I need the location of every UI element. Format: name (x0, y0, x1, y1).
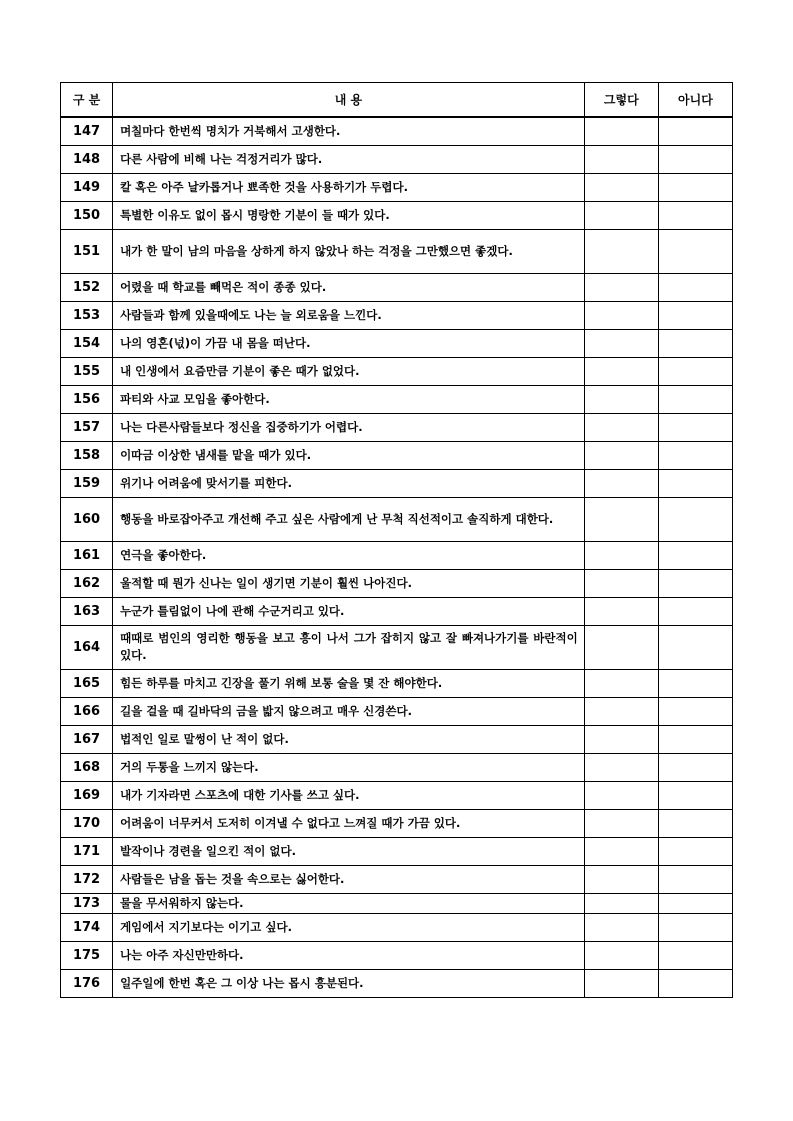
answer-no-cell[interactable] (658, 781, 732, 809)
table-row (61, 669, 733, 697)
answer-yes-cell[interactable] (584, 173, 658, 201)
table-row (61, 541, 733, 569)
question-number: 161 (61, 541, 113, 569)
answer-no-cell[interactable] (658, 469, 732, 497)
answer-no-cell[interactable] (658, 913, 732, 941)
question-text: 힘든 하루를 마치고 긴장을 풀기 위해 보통 술을 몇 잔 해야한다. (113, 669, 585, 697)
question-text: 내가 한 말이 남의 마음을 상하게 하지 않았나 하는 걱정을 그만했으면 좋겠다. (113, 229, 585, 273)
question-number: 151 (61, 229, 113, 273)
question-text: 위기나 어려움에 맞서기를 피한다. (113, 469, 585, 497)
table-row (61, 201, 733, 229)
question-text: 발작이나 경련을 일으킨 적이 없다. (113, 837, 585, 865)
question-number: 165 (61, 669, 113, 697)
question-text: 다른 사람에 비해 나는 걱정거리가 많다. (113, 145, 585, 173)
answer-no-cell[interactable] (658, 941, 732, 969)
question-text: 어려움이 너무커서 도저히 이겨낼 수 없다고 느껴질 때가 가끔 있다. (113, 809, 585, 837)
answer-no-cell[interactable] (658, 357, 732, 385)
question-number: 148 (61, 145, 113, 173)
table-row (61, 781, 733, 809)
question-text: 내가 기자라면 스포츠에 대한 기사를 쓰고 싶다. (113, 781, 585, 809)
question-number: 150 (61, 201, 113, 229)
answer-yes-cell[interactable] (584, 941, 658, 969)
table-row (61, 865, 733, 893)
question-text: 물을 무서워하지 않는다. (113, 893, 585, 913)
answer-no-cell[interactable] (658, 893, 732, 913)
question-text: 나는 아주 자신만만하다. (113, 941, 585, 969)
answer-yes-cell[interactable] (584, 569, 658, 597)
answer-no-cell[interactable] (658, 697, 732, 725)
answer-yes-cell[interactable] (584, 669, 658, 697)
question-number: 164 (61, 625, 113, 669)
question-number: 147 (61, 117, 113, 145)
answer-yes-cell[interactable] (584, 913, 658, 941)
table-row (61, 893, 733, 913)
question-number: 152 (61, 273, 113, 301)
answer-no-cell[interactable] (658, 413, 732, 441)
answer-yes-cell[interactable] (584, 697, 658, 725)
question-text: 내 인생에서 요즘만큼 기분이 좋은 때가 없었다. (113, 357, 585, 385)
header-yes: 그렇다 (584, 83, 658, 118)
answer-no-cell[interactable] (658, 441, 732, 469)
answer-no-cell[interactable] (658, 865, 732, 893)
header-no: 아니다 (658, 83, 732, 118)
answer-no-cell[interactable] (658, 837, 732, 865)
answer-no-cell[interactable] (658, 569, 732, 597)
table-body (61, 117, 733, 997)
answer-yes-cell[interactable] (584, 357, 658, 385)
question-number: 162 (61, 569, 113, 597)
header-number: 구 분 (61, 83, 113, 118)
question-number: 175 (61, 941, 113, 969)
question-number: 153 (61, 301, 113, 329)
answer-no-cell[interactable] (658, 385, 732, 413)
question-text: 이따금 이상한 냄새를 맡을 때가 있다. (113, 441, 585, 469)
question-text: 울적할 때 뭔가 신나는 일이 생기면 기분이 훨씬 나아진다. (113, 569, 585, 597)
table-row (61, 173, 733, 201)
table-row (61, 941, 733, 969)
questionnaire-table (60, 82, 733, 998)
table-row (61, 625, 733, 669)
answer-no-cell[interactable] (658, 273, 732, 301)
table-row (61, 301, 733, 329)
question-text: 일주일에 한번 혹은 그 이상 나는 몹시 흥분된다. (113, 969, 585, 997)
table-row (61, 385, 733, 413)
question-text: 파티와 사교 모임을 좋아한다. (113, 385, 585, 413)
answer-yes-cell[interactable] (584, 809, 658, 837)
answer-yes-cell[interactable] (584, 969, 658, 997)
question-number: 160 (61, 497, 113, 541)
table-row (61, 837, 733, 865)
question-number: 163 (61, 597, 113, 625)
answer-yes-cell[interactable] (584, 753, 658, 781)
question-text: 법적인 일로 말썽이 난 적이 없다. (113, 725, 585, 753)
question-number: 173 (61, 893, 113, 913)
answer-no-cell[interactable] (658, 497, 732, 541)
answer-no-cell[interactable] (658, 669, 732, 697)
question-text: 게임에서 지기보다는 이기고 싶다. (113, 913, 585, 941)
question-number: 149 (61, 173, 113, 201)
answer-yes-cell[interactable] (584, 329, 658, 357)
answer-yes-cell[interactable] (584, 301, 658, 329)
question-number: 169 (61, 781, 113, 809)
answer-no-cell[interactable] (658, 809, 732, 837)
header-content: 내 용 (113, 83, 585, 118)
answer-yes-cell[interactable] (584, 497, 658, 541)
question-text: 누군가 틀림없이 나에 관해 수군거리고 있다. (113, 597, 585, 625)
answer-yes-cell[interactable] (584, 273, 658, 301)
question-number: 176 (61, 969, 113, 997)
question-number: 171 (61, 837, 113, 865)
answer-no-cell[interactable] (658, 173, 732, 201)
answer-no-cell[interactable] (658, 229, 732, 273)
question-number: 156 (61, 385, 113, 413)
table-row (61, 725, 733, 753)
table-row (61, 441, 733, 469)
answer-yes-cell[interactable] (584, 837, 658, 865)
answer-no-cell[interactable] (658, 753, 732, 781)
question-text: 거의 두통을 느끼지 않는다. (113, 753, 585, 781)
table-row (61, 469, 733, 497)
question-text: 칼 혹은 아주 날카롭거나 뾰족한 것을 사용하기가 두렵다. (113, 173, 585, 201)
question-number: 158 (61, 441, 113, 469)
question-text: 나의 영혼(넋)이 가끔 내 몸을 떠난다. (113, 329, 585, 357)
answer-yes-cell[interactable] (584, 441, 658, 469)
table-row (61, 697, 733, 725)
answer-yes-cell[interactable] (584, 865, 658, 893)
table-row (61, 569, 733, 597)
question-text: 며칠마다 한번씩 명치가 거북해서 고생한다. (113, 117, 585, 145)
table-row (61, 145, 733, 173)
answer-yes-cell[interactable] (584, 781, 658, 809)
answer-yes-cell[interactable] (584, 117, 658, 145)
answer-yes-cell[interactable] (584, 229, 658, 273)
question-text: 연극을 좋아한다. (113, 541, 585, 569)
question-number: 172 (61, 865, 113, 893)
answer-yes-cell[interactable] (584, 385, 658, 413)
table-row (61, 809, 733, 837)
question-text: 사람들은 남을 돕는 것을 속으로는 싫어한다. (113, 865, 585, 893)
question-number: 166 (61, 697, 113, 725)
answer-no-cell[interactable] (658, 541, 732, 569)
question-text: 길을 걸을 때 길바닥의 금을 밟지 않으려고 매우 신경쓴다. (113, 697, 585, 725)
answer-yes-cell[interactable] (584, 625, 658, 669)
question-text: 때때로 범인의 영리한 행동을 보고 흥이 나서 그가 잡히지 않고 잘 빠져나가기를 바란적이 있다. (113, 625, 585, 669)
question-text: 행동을 바로잡아주고 개선해 주고 싶은 사람에게 난 무척 직선적이고 솔직하게 대한다. (113, 497, 585, 541)
table-row (61, 357, 733, 385)
answer-no-cell[interactable] (658, 969, 732, 997)
answer-yes-cell[interactable] (584, 893, 658, 913)
table-row (61, 413, 733, 441)
question-number: 170 (61, 809, 113, 837)
answer-no-cell[interactable] (658, 597, 732, 625)
table-row (61, 597, 733, 625)
answer-yes-cell[interactable] (584, 413, 658, 441)
question-number: 157 (61, 413, 113, 441)
answer-yes-cell[interactable] (584, 201, 658, 229)
table-row (61, 117, 733, 145)
question-text: 사람들과 함께 있을때에도 나는 늘 외로움을 느낀다. (113, 301, 585, 329)
answer-yes-cell[interactable] (584, 469, 658, 497)
table-row (61, 497, 733, 541)
question-text: 어렸을 때 학교를 빼먹은 적이 종종 있다. (113, 273, 585, 301)
answer-no-cell[interactable] (658, 329, 732, 357)
answer-yes-cell[interactable] (584, 725, 658, 753)
answer-no-cell[interactable] (658, 201, 732, 229)
table-row (61, 229, 733, 273)
question-number: 174 (61, 913, 113, 941)
question-text: 특별한 이유도 없이 몹시 명랑한 기분이 들 때가 있다. (113, 201, 585, 229)
table-row (61, 273, 733, 301)
answer-no-cell[interactable] (658, 301, 732, 329)
answer-yes-cell[interactable] (584, 145, 658, 173)
table-header-row (61, 83, 733, 118)
answer-no-cell[interactable] (658, 725, 732, 753)
question-number: 168 (61, 753, 113, 781)
table-row (61, 913, 733, 941)
answer-no-cell[interactable] (658, 145, 732, 173)
answer-yes-cell[interactable] (584, 597, 658, 625)
question-number: 155 (61, 357, 113, 385)
table-row (61, 753, 733, 781)
question-number: 167 (61, 725, 113, 753)
table-row (61, 969, 733, 997)
answer-no-cell[interactable] (658, 625, 732, 669)
question-text: 나는 다른사람들보다 정신을 집중하기가 어렵다. (113, 413, 585, 441)
question-number: 159 (61, 469, 113, 497)
answer-no-cell[interactable] (658, 117, 732, 145)
table-row (61, 329, 733, 357)
question-number: 154 (61, 329, 113, 357)
answer-yes-cell[interactable] (584, 541, 658, 569)
